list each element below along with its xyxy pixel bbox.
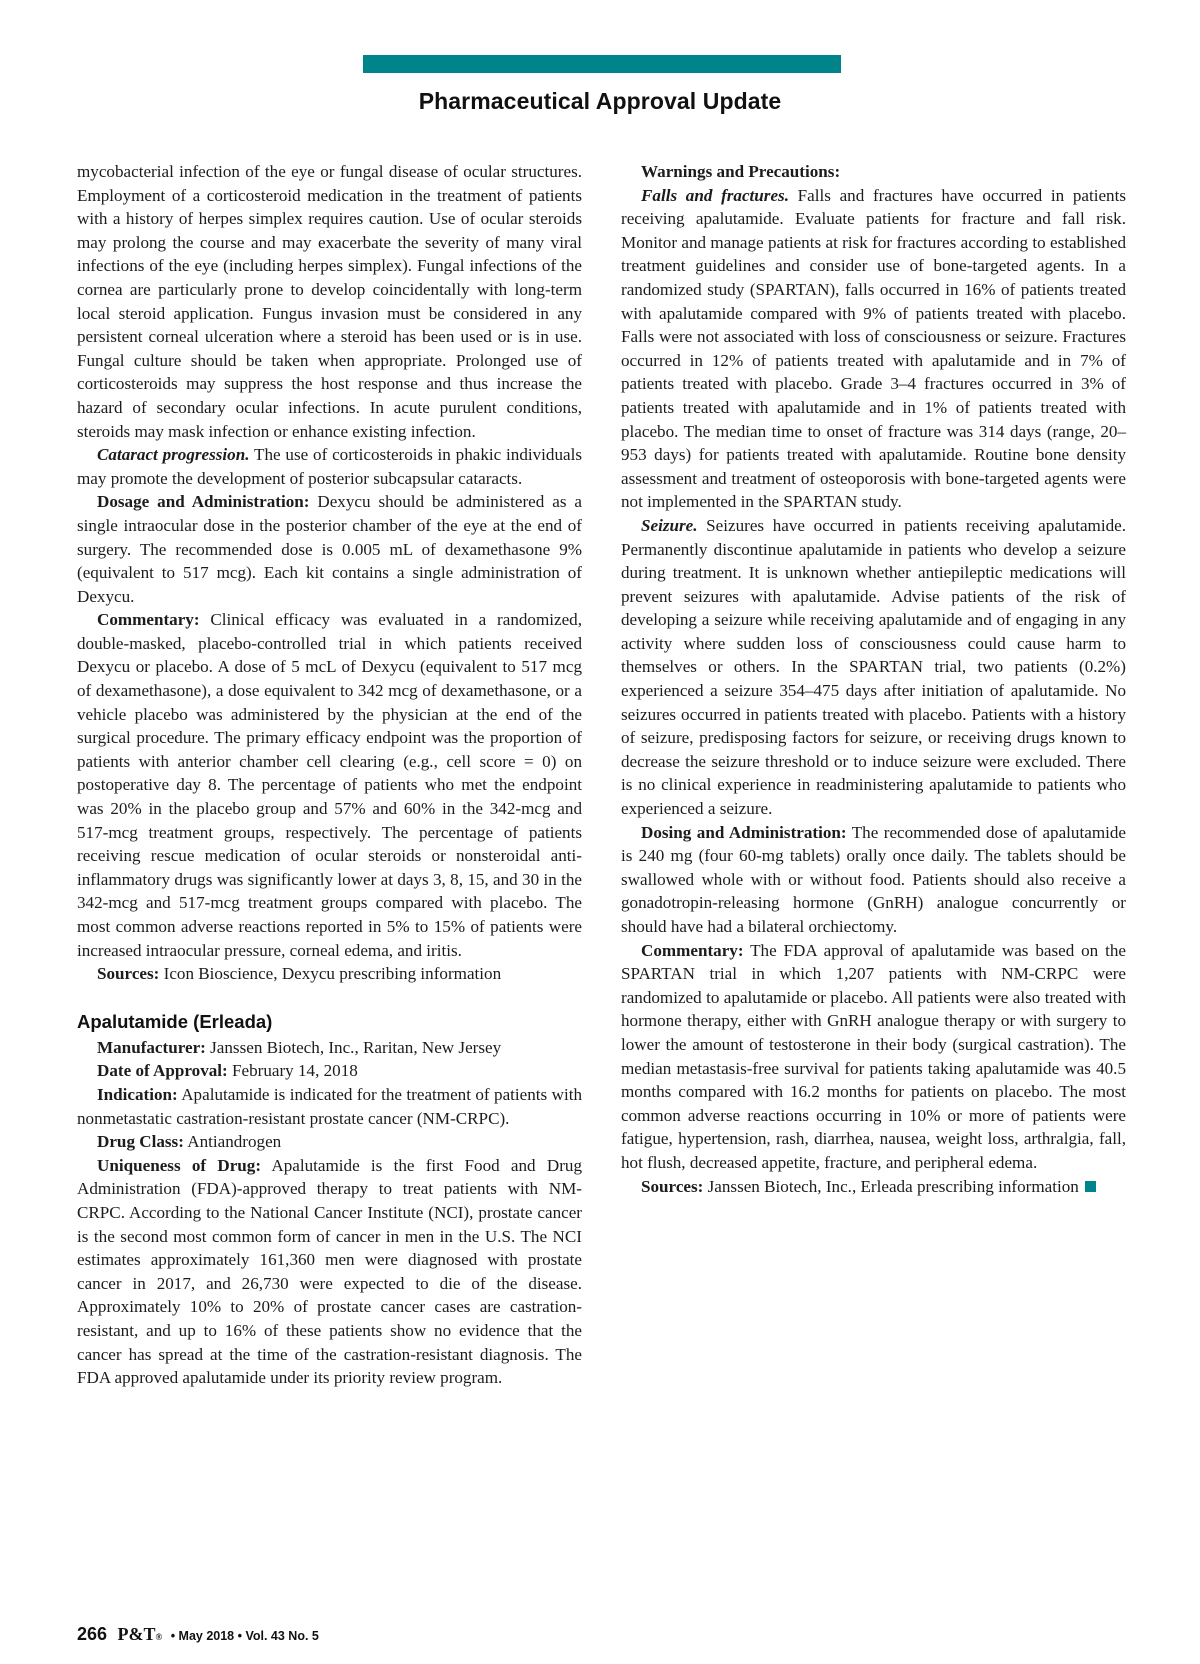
uniqueness-text: Apalutamide is the first Food and Drug Administration (FDA)-approved therapy to treat patients with NM-CRPC. According to the National Cancer Institute (NCI), prostate cancer is the second most common form of cancer in men in the U.S. The NCI estimates approximately 161,360 men were diagnosed with prostate cancer in 2017, and 26,730 were expected to die of the disease. Approximately 10% to 20% of prostate cancer cases are castration-resistant, and up to 16% of these patients show no evidence that the cancer has spread at the time of the castration-resistant diagnosis. The FDA approved apalutamide under its priority review program. <box>77 1155 582 1388</box>
falls-label: Falls and fractures. <box>641 185 789 205</box>
manufacturer-label: Manufacturer: <box>97 1037 206 1057</box>
journal-name <box>118 1624 163 1644</box>
sources-text: Janssen Biotech, Inc., Erleada prescribing information <box>703 1176 1079 1196</box>
commentary-text: Clinical efficacy was evaluated in a randomized, double-masked, placebo-controlled trial in which patients received Dexycu or placebo. A dose of 5 mcL of Dexycu (equivalent to 517 mcg of dexamethasone), a dose equivalent to 342 mcg of dexamethasone, or a vehicle placebo was administered by the physician at the end of the surgical procedure. The primary efficacy endpoint was the proportion of patients with anterior chamber cell clearing (e.g., cell score = 0) on postoperative day 8. The percentage of patients who met the endpoint was 20% in the placebo group and 57% and 60% in the 342-mcg and 517-mcg treatment groups, respectively. The percentage of patients receiving rescue medication of ocular steroids or nonsteroidal anti-inflammatory drugs was significantly lower at days 3, 8, 15, and 30 in the 342-mcg and 517-mcg treatment groups compared with placebo. The most common adverse reactions reported in 5% to 15% of patients were increased intraocular pressure, corneal edema, and iritis. <box>77 610 582 960</box>
paragraph-ocular-infections: mycobacterial infection of the eye or fungal disease of ocular structures. Employment of a corticosteroid medication in the treatment of patients with a history of herpes simplex requires caution. Use of ocular steroids may prolong the course and may exacerbate the severity of many viral infections of the eye (including herpes simplex). Fungal infections of the cornea are particularly prone to develop coincidentally with long-term local steroid application. Fungus invasion must be considered in any persistent corneal ulceration where a steroid has been used or is in use. Fungal culture should be taken when appropriate. Prolonged use of corticosteroids may suppress the host response and thus increase the hazard of secondary ocular infections. In acute purulent conditions, steroids may mask infection or enhance existing infection. <box>77 162 582 441</box>
end-of-article-square-icon <box>1085 1181 1096 1192</box>
paragraph-seizure <box>621 514 1126 821</box>
drugclass-label: Drug Class: <box>97 1132 184 1152</box>
paragraph-sources <box>77 962 582 986</box>
paragraph-commentary <box>77 608 582 962</box>
page-number: 266 <box>77 1624 108 1644</box>
warnings-label: Warnings and Precautions: <box>641 162 841 181</box>
commentary-text: The FDA approval of apalutamide was based on the SPARTAN trial in which 1,207 patients with NM-CRPC were randomized to apalutamide or placebo. All patients were also treated with hormone therapy, either with GnRH analogue therapy or with surgery to lower the amount of testosterone in their body (surgical castration). The median metastasis-free survival for patients taking apalutamide was 40.5 months compared with 16.2 months for patients on placebo. The most common adverse reactions occurring in 10% or more of patients were fatigue, hypertension, rash, diarrhea, nausea, weight loss, arthralgia, fall, hot flush, decreased appetite, fracture, and peripheral edema. <box>621 940 1126 1172</box>
paragraph-falls <box>621 184 1126 514</box>
dosage-text: Dexycu should be administered as a single intraocular dose in the posterior chamber of the eye at the end of surgery. The recommended dose is 0.005 mL of dexamethasone 9% (equivalent to 517 mcg). Each kit contains a single administration of Dexycu. <box>77 492 582 606</box>
indication-label: Indication: <box>97 1084 178 1104</box>
commentary-label: Commentary: <box>97 610 200 630</box>
paragraph-dosing <box>621 821 1126 939</box>
paragraph-commentary-apalutamide <box>621 939 1126 1175</box>
sources-text: Icon Bioscience, Dexycu prescribing information <box>159 964 502 984</box>
uniqueness-label: Uniqueness of Drug: <box>97 1155 262 1175</box>
paragraph-sources-apalutamide <box>621 1175 1126 1199</box>
section-title: Pharmaceutical Approval Update <box>418 88 782 114</box>
warnings-heading <box>621 160 1126 184</box>
dosing-label: Dosing and Administration: <box>641 822 847 842</box>
paragraph-manufacturer <box>77 1036 582 1060</box>
commentary-label: Commentary: <box>641 940 744 960</box>
header-accent-bar <box>363 55 841 73</box>
right-column <box>621 160 1126 1198</box>
drugclass-text: Antiandrogen <box>183 1132 282 1152</box>
journal-title: P&T <box>117 1624 156 1644</box>
manufacturer-text: Janssen Biotech, Inc., Raritan, New Jersey <box>205 1037 502 1057</box>
sources-label: Sources: <box>97 964 160 984</box>
page-footer <box>77 1624 319 1645</box>
approval-label: Date of Approval: <box>97 1061 228 1081</box>
falls-text: Falls and fractures have occurred in patients receiving apalutamide. Evaluate patients for fracture and fall risk. Monitor and manage patients at risk for fractures according to established treatment guidelines and consider use of bone-targeted agents. In a randomized study (SPARTAN), falls occurred in 16% of patients treated with apalutamide compared with 9% of patients treated with placebo. Falls were not associated with loss of consciousness or seizure. Fractures occurred in 12% of patients treated with apalutamide and in 7% of patients treated with placebo. Grade 3–4 fractures occurred in 3% of patients treated with apalutamide and in 1% of patients treated with placebo. The median time to onset of fracture was 314 days (range, 20–953 days) for patients treated with apalutamide. Routine bone density assessment and treatment of osteoporosis with bone-targeted agents were not implemented in the SPARTAN study. <box>621 185 1126 512</box>
seizure-label: Seizure. <box>641 515 698 535</box>
paragraph-cataract <box>77 443 582 490</box>
indication-text: Apalutamide is indicated for the treatment of patients with nonmetastatic castration-resistant prostate cancer (NM-CRPC). <box>77 1084 582 1128</box>
left-column <box>77 160 582 1390</box>
paragraph-approval-date <box>77 1059 582 1083</box>
sources-label: Sources: <box>641 1176 704 1196</box>
dosing-text: The recommended dose of apalutamide is 240 mg (four 60-mg tablets) orally once daily. The tablets should be swallowed whole with or without food. Patients should also receive a gonadotropin-releasing hormone (GnRH) analogue concurrently or should have had a bilateral orchiectomy. <box>621 822 1126 936</box>
paragraph-drug-class <box>77 1130 582 1154</box>
cataract-text: The use of corticosteroids in phakic individuals may promote the development of posterior subcapsular cataracts. <box>77 445 583 488</box>
cataract-label: Cataract progression. <box>97 445 250 465</box>
paragraph-indication <box>77 1083 582 1130</box>
drug-heading: Apalutamide (Erleada) <box>77 1010 273 1032</box>
paragraph-uniqueness <box>77 1154 582 1390</box>
dosage-label: Dosage and Administration: <box>97 492 310 512</box>
paragraph-dosage <box>77 490 582 608</box>
seizure-text: Seizures have occurred in patients receiving apalutamide. Permanently discontinue apalutamide in patients who develop a seizure during treatment. It is unknown whether antiepileptic medications will prevent seizures with apalutamide. Advise patients of the risk of developing a seizure while receiving apalutamide and of engaging in any activity where sudden loss of consciousness could cause harm to themselves or others. In the SPARTAN trial, two patients (0.2%) experienced a seizure 354–475 days after initiation of apalutamide. No seizures occurred in patients treated with placebo. Patients with a history of seizure, predisposing factors for seizure, or receiving drugs known to decrease the seizure threshold or to induce seizure were excluded. There is no clinical experience in readministering apalutamide to patients who experienced a seizure. <box>621 515 1126 819</box>
registered-mark: ® <box>155 1632 163 1642</box>
approval-text: February 14, 2018 <box>227 1061 358 1081</box>
issue-info: • May 2018 • Vol. 43 No. 5 <box>170 1629 319 1643</box>
